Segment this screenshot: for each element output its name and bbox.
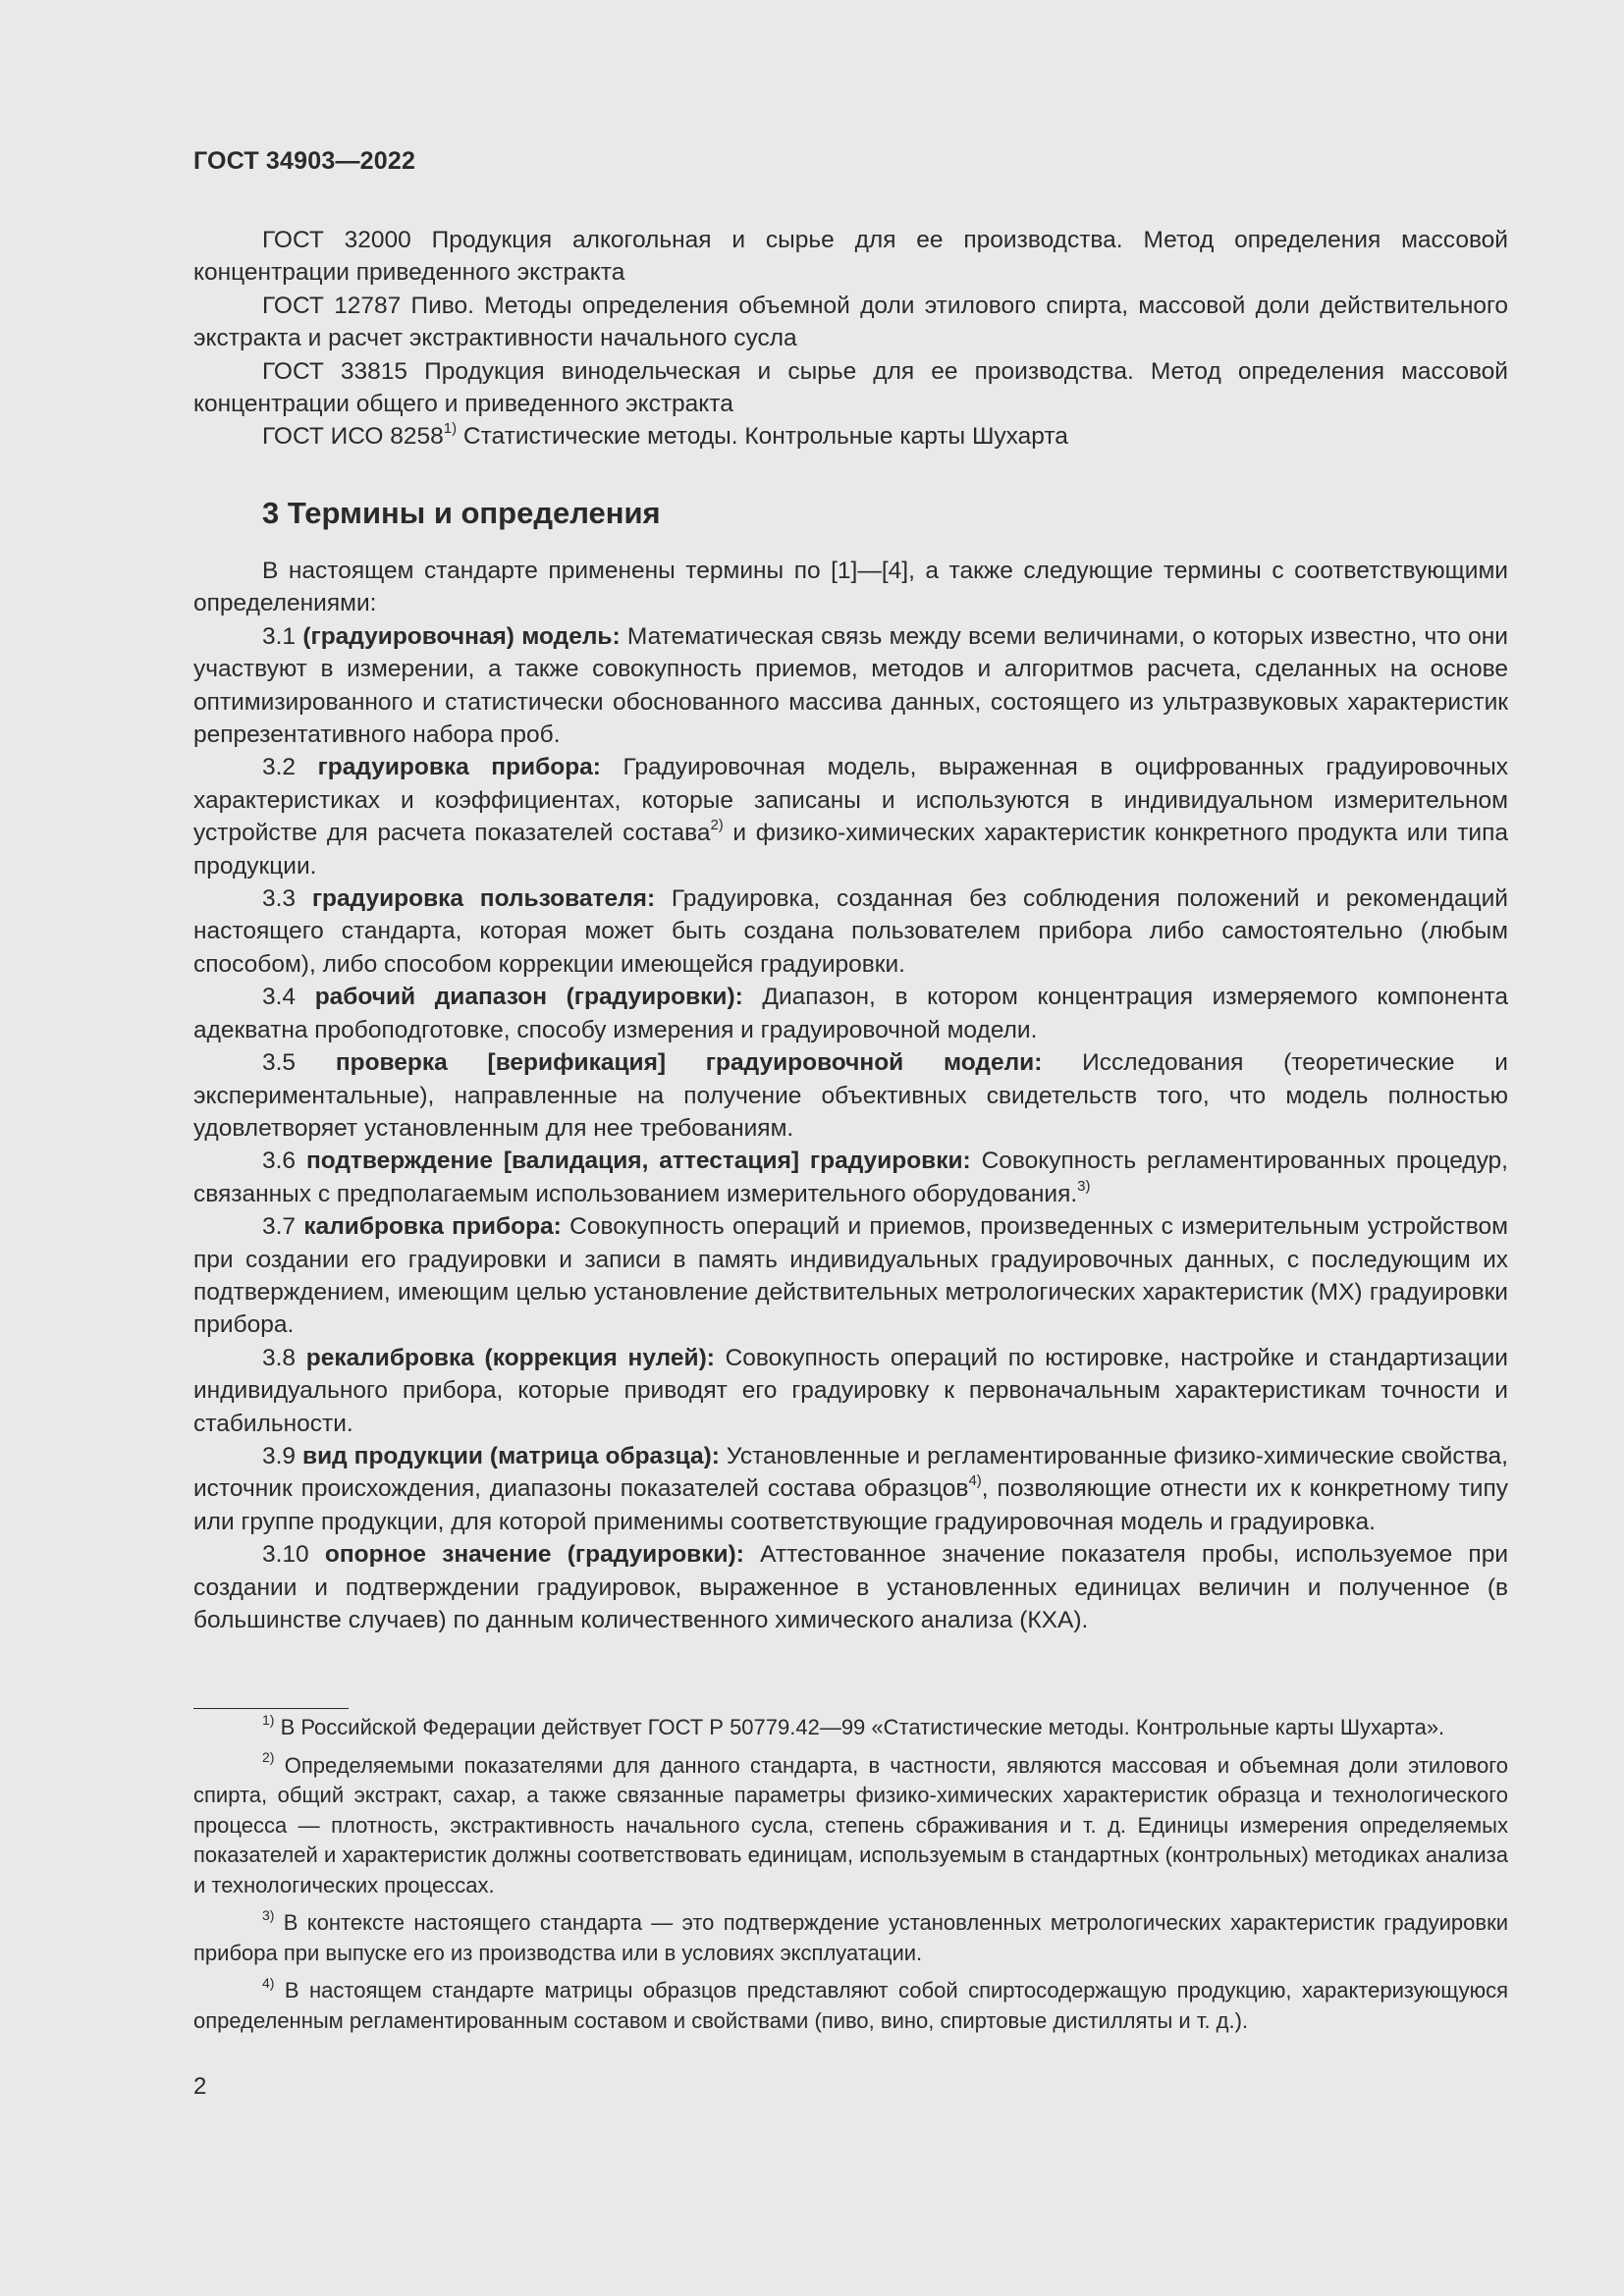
term-number: 3.10 [262,1541,325,1569]
term-definition [193,1145,1508,1210]
term-name: градуировка пользователя: [311,885,656,913]
reference-item: ГОСТ 33815 Продукция винодельческая и сырье для ее производства. Метод определения массовой концентрации общего и приведенного экстракта [193,357,1508,418]
term-definition [193,751,1508,882]
term-text: Установленные и регламентированные физико-химические свойства, источник происхождения, диапазоны показателей состава образцов [193,1442,1508,1503]
term-number: 3.8 [262,1344,306,1371]
term-definition [193,1210,1508,1342]
term-definition [193,882,1508,981]
term-text: Совокупность регламентированных процедур, связанных с предполагаемым использованием измерительного оборудования. [193,1148,1508,1207]
term-text: Совокупность операций по юстировке, настройке и стандартизации индивидуального прибора, которые приводят его градуировку к первоначальным характеристикам точности и стабильности. [193,1344,1508,1437]
footnote-mark: 2) [710,817,724,834]
term-name: вид продукции (матрица образца): [302,1442,720,1469]
term-name: рекалибровка (коррекция нулей): [305,1344,715,1371]
term-definition [193,1342,1508,1440]
footnote [193,1713,1508,1743]
term-text: Диапазон, в котором концентрация измеряемого компонента адекватна пробоподготовке, способу измерения и градуировочной модели. [193,984,1508,1043]
footnote-mark: 4) [968,1472,982,1490]
normative-references [193,224,1508,454]
term-definition [193,1046,1508,1145]
term-definition [193,1440,1508,1538]
term-name: (градуировочная) модель: [302,622,621,650]
term-name: опорное значение (градуировки): [324,1541,744,1569]
term-number: 3.5 [262,1049,336,1077]
term-text: , позволяющие отнести их к конкретному типу или группе продукции, для которой применимы соответствующие градуировочная модель и градуировка. [193,1475,1508,1535]
footnotes [193,1713,1508,2044]
footnote-mark: 4) [262,1974,275,1991]
section-intro: В настоящем стандарте применены термины по [1]—[4], а также следующие термины с соответствующими определениями: [193,558,1508,617]
footnote-mark: 1) [443,420,458,438]
term-text: Совокупность операций и приемов, произведенных с измерительным устройством при создании его градуировки и записи в память индивидуальных градуировочных данных, с последующим их подтверждением, имеющим целью установление действительных метрологических характеристик (МХ) градуировки прибора. [193,1213,1508,1339]
footnote [193,1751,1508,1901]
term-number: 3.9 [262,1442,303,1469]
term-text: и физико-химических характеристик конкретного продукта или типа продукции. [193,820,1508,880]
reference-item [193,420,1508,453]
footnote-mark: 1) [262,1711,275,1728]
term-number: 3.7 [262,1213,304,1241]
footnote-mark: 2) [262,1749,275,1766]
reference-item: ГОСТ 12787 Пиво. Методы определения объемной доли этилового спирта, массовой доли действительного экстракта и расчет экстрактивности начального сусла [193,292,1508,352]
term-number: 3.3 [262,885,312,913]
footnote-divider [193,1708,349,1709]
term-text: Градуировочная модель, выраженная в оцифрованных градуировочных характеристиках и коэффициентах, которые записаны и используются в индивидуальном измерительном устройстве для расчета показателей состава [193,754,1509,847]
term-number: 3.1 [262,622,303,650]
term-text: Исследования (теоретические и экспериментальные), направленные на получение объективных свидетельств того, что модель полностью удовлетворяет установленным для нее требованиям. [193,1049,1508,1142]
reference-item: ГОСТ 32000 Продукция алкогольная и сырье для ее производства. Метод определения массовой концентрации приведенного экстракта [193,227,1508,287]
term-definition [193,1538,1508,1636]
term-text: Градуировка, созданная без соблюдения положений и рекомендаций настоящего стандарта, которая может быть создана пользователем прибора либо самостоятельно (любым способом), либо способом коррекции имеющейся градуировки. [193,885,1508,978]
term-name: подтверждение [валидация, аттестация] градуировки: [305,1148,971,1175]
footnote-mark: 3) [1077,1177,1091,1195]
term-number: 3.4 [262,984,315,1011]
term-text: Аттестованное значение показателя пробы, используемое при создании и подтверждении градуировок, выраженное в установленных единицах величин и полученное (в большинстве случаев) по данным количественного химического анализа (КХА). [193,1541,1509,1633]
reference-text: ГОСТ ИСО 8258 [262,423,444,451]
term-number: 3.2 [262,754,318,781]
footnote [193,1976,1508,2036]
reference-text: Статистические методы. Контрольные карты Шухарта [457,423,1068,451]
footnote-text: Определяемыми показателями для данного стандарта, в частности, являются массовая и объемная доли этилового спирта, общий экстракт, сахар, а также связанные параметры физико-химических характеристик образца и технологического процесса — плотность, экстрактивность начального сусла, степень сбраживания и т. д. Единицы измерения определяемых показателей и характеристик должны соответствовать единицам, используемым в стандартных (контрольных) методиках анализа и технологических процессах. [193,1752,1508,1897]
footnote-mark: 3) [262,1906,275,1923]
footnote-text: В настоящем стандарте матрицы образцов представляют собой спиртосодержащую продукцию, характеризующуюся определенным регламентированным составом и свойствами (пиво, вино, спиртовые дистилляты и т. д.). [193,1978,1508,2033]
footnote-text: В контексте настоящего стандарта — это подтверждение установленных метрологических характеристик градуировки прибора при выпуске его из производства или в условиях эксплуатации. [193,1910,1508,1965]
term-number: 3.6 [262,1148,306,1175]
terms-list [193,555,1508,1636]
footnote-text: В Российской Федерации действует ГОСТ Р 50779.42—99 «Статистические методы. Контрольные карты Шухарта». [274,1715,1445,1739]
term-name: калибровка прибора: [303,1213,562,1241]
term-text: Математическая связь между всеми величинами, о которых известно, что они участвуют в измерении, а также совокупность приемов, методов и алгоритмов расчета, сделанных на основе оптимизированного и статистически обоснованного массива данных, состоящего из ультразвуковых характеристик репрезентативного набора проб. [193,622,1508,749]
document-header: ГОСТ 34903—2022 [193,147,416,175]
term-name: градуировка прибора: [317,754,601,781]
term-definition [193,620,1508,752]
footnote [193,1908,1508,1968]
term-definition [193,981,1508,1046]
page-number: 2 [193,2073,207,2100]
term-name: рабочий диапазон (градуировки): [314,984,743,1011]
term-name: проверка [верификация] градуировочной модели: [335,1049,1043,1077]
section-title: 3 Термины и определения [262,496,661,530]
